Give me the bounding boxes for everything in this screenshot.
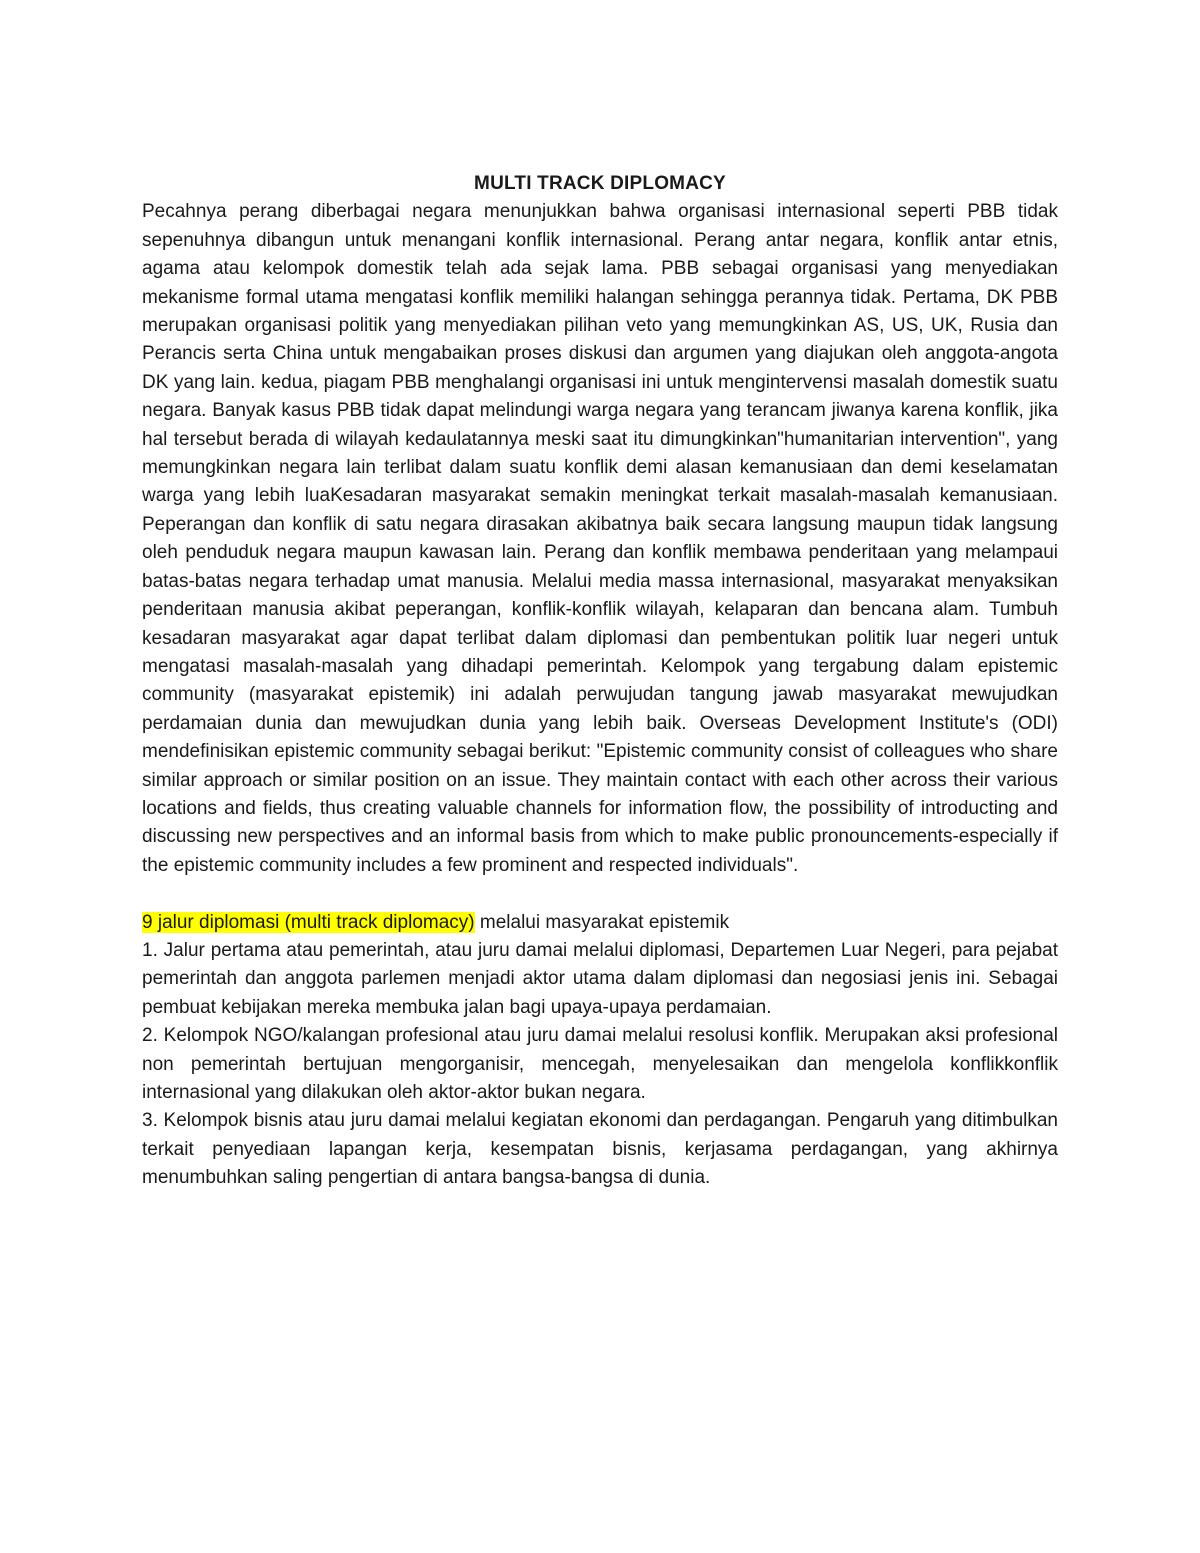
document-body (142, 170, 1058, 1193)
intro-paragraph: Pecahnya perang diberbagai negara menunjukkan bahwa organisasi internasional seperti PBB tidak sepenuhnya dibangun untuk menangani konflik internasional. Perang antar negara, konflik antar etnis, agama atau kelompok domestik telah ada sejak lama. PBB sebagai organisasi yang menyediakan mekanisme formal utama mengatasi konflik memiliki halangan sehingga perannya tidak. Pertama, DK PBB merupakan organisasi politik yang menyediakan pilihan veto yang memungkinkan AS, US, UK, Rusia dan Perancis serta China untuk mengabaikan proses diskusi dan argumen yang diajukan oleh anggota-angota DK yang lain. kedua, piagam PBB menghalangi organisasi ini untuk mengintervensi masalah domestik suatu negara. Banyak kasus PBB tidak dapat melindungi warga negara yang terancam jiwanya karena konflik, jika hal tersebut berada di wilayah kedaulatannya meski saat itu dimungkinkan"humanitarian intervention", yang memungkinkan negara lain terlibat dalam suatu konflik demi alasan kemanusiaan dan demi keselamatan warga yang lebih luaKesadaran masyarakat semakin meningkat terkait masalah-masalah kemanusiaan. Peperangan dan konflik di satu negara dirasakan akibatnya baik secara langsung maupun tidak langsung oleh penduduk negara maupun kawasan lain. Perang dan konflik membawa penderitaan yang melampaui batas-batas negara terhadap umat manusia. Melalui media massa internasional, masyarakat menyaksikan penderitaan manusia akibat peperangan, konflik-konflik wilayah, kelaparan dan bencana alam. Tumbuh kesadaran masyarakat agar dapat terlibat dalam diplomasi dan pembentukan politik luar negeri untuk mengatasi masalah-masalah yang dihadapi pemerintah. Kelompok yang tergabung dalam epistemic community (masyarakat epistemik) ini adalah perwujudan tangung jawab masyarakat mewujudkan perdamaian dunia dan mewujudkan dunia yang lebih baik. Overseas Development Institute's (ODI) mendefinisikan epistemic community sebagai berikut: "Epistemic community consist of colleagues who share similar approach or similar position on an issue. They maintain contact with each other across their various locations and fields, thus creating valuable channels for information flow, the possibility of introducting and discussing new perspectives and an informal basis from which to make public pronouncements-especially if the epistemic community includes a few prominent and respected individuals". (142, 201, 1058, 876)
list-item: 1. Jalur pertama atau pemerintah, atau juru damai melalui diplomasi, Departemen Luar Negeri, para pejabat pemerintah dan anggota parlemen menjadi aktor utama dalam diplomasi dan negosiasi jenis ini. Sebagai pembuat kebijakan mereka membuka jalan bagi upaya-upaya perdamaian. (142, 939, 1058, 1018)
list-item: 3. Kelompok bisnis atau juru damai melalui kegiatan ekonomi dan perdagangan. Pengaruh yang ditimbulkan terkait penyediaan lapangan kerja, kesempatan bisnis, kerjasama perdagangan, yang akhirnya menumbuhkan saling pengertian di antara bangsa-bangsa di dunia. (142, 1110, 1058, 1189)
section-heading (142, 909, 1058, 937)
highlighted-text: 9 jalur diplomasi (multi track diplomacy) (142, 911, 475, 933)
paragraph-spacer (142, 880, 1058, 908)
document-title: MULTI TRACK DIPLOMACY (474, 173, 726, 194)
section-heading-rest: melalui masyarakat epistemik (474, 911, 730, 933)
list-item: 2. Kelompok NGO/kalangan profesional atau juru damai melalui resolusi konflik. Merupakan aksi profesional non pemerintah bertujuan mengorganisir, mencegah, menyelesaikan dan mengelola konflikkonflik internasional yang dilakukan oleh aktor-aktor bukan negara. (142, 1025, 1058, 1103)
